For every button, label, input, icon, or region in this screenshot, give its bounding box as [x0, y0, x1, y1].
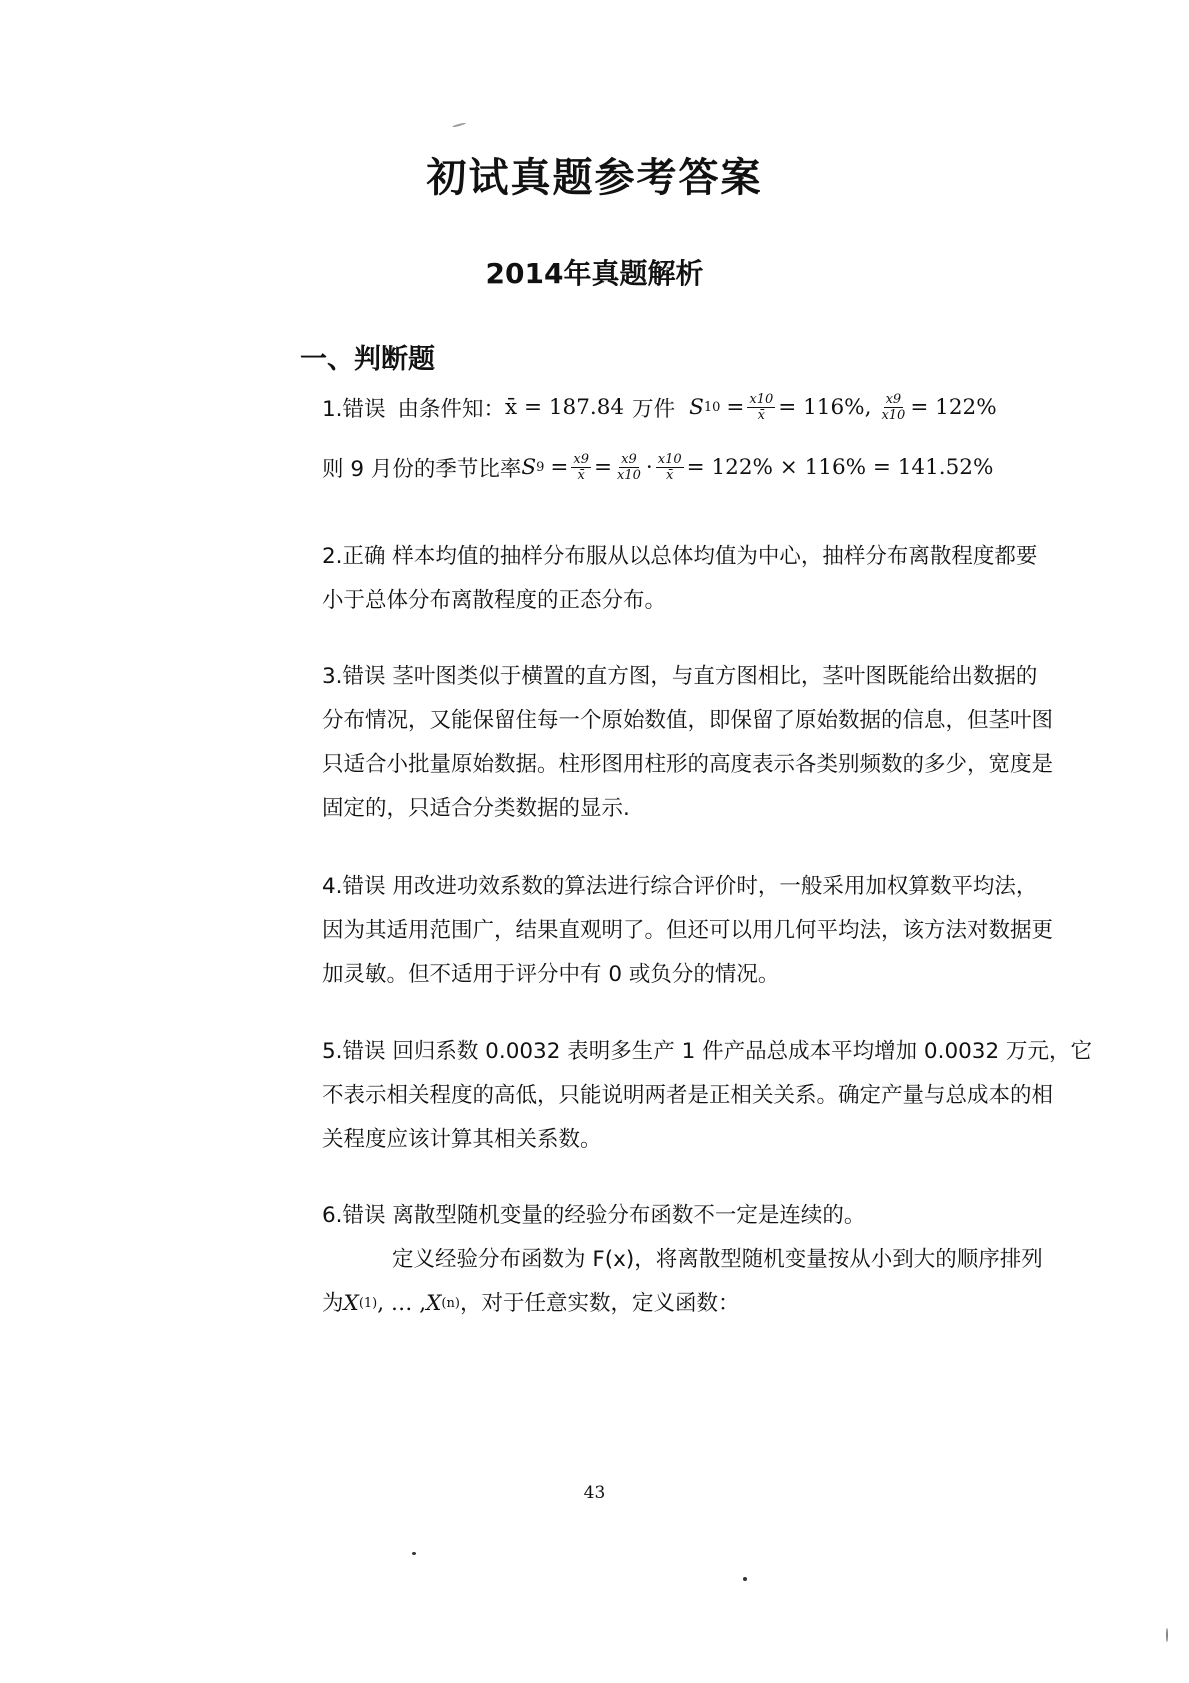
q1-frac3-num: x9	[573, 452, 589, 467]
q1-s9-sub: 9	[536, 460, 545, 475]
q3-line: 分布情况，又能保留住每一个原始数值，即保留了原始数据的信息，但茎叶图	[322, 708, 1054, 733]
q6-line3	[322, 1282, 1090, 1326]
q1-frac3-den: x̄	[577, 468, 585, 483]
page-number: 43	[583, 1483, 606, 1503]
q4-paragraph	[322, 865, 1090, 997]
q1-frac2	[879, 392, 907, 423]
q6-line3-suffix: ，对于任意实数，定义函数：	[459, 1291, 740, 1316]
q4-line: 因为其适用范围广，结果直观明了。但还可以用几何平均法，该方法对数据更	[322, 918, 1054, 943]
q1-eq3: =	[594, 455, 613, 480]
q1-frac3	[571, 452, 591, 483]
q1-s10: S	[689, 395, 704, 420]
q1-v1: = 116%	[778, 395, 865, 420]
q1-frac5	[656, 452, 684, 483]
q5-line: 5.错误 回归系数 0.0032 表明多生产 1 件产品总成本平均增加 0.0032 万元，它	[322, 1039, 1092, 1064]
q1-s9: S	[521, 455, 537, 480]
page-title: 初试真题参考答案	[426, 155, 763, 201]
scan-mark	[1166, 1628, 1168, 1642]
section-heading: 一、判断题	[300, 344, 435, 375]
q6-paragraph	[322, 1194, 1090, 1326]
q1-eq1: =	[726, 395, 745, 420]
q1-frac1-num: x10	[749, 392, 774, 407]
q1-frac5-num: x10	[657, 452, 682, 467]
q6-dots: , … ,	[377, 1291, 427, 1316]
q6-x1-sub: (1)	[358, 1296, 378, 1311]
q6-line2: 定义经验分布函数为 F(x)，将离散型随机变量按从小到大的顺序排列	[392, 1247, 1043, 1272]
q1-line1: 1.错误 由条件知： x̄ = 187.84 万件 S 10 = $\frac{x10}{x̄}$ = 116% , $\frac{x9}{x10}$ = 122%	[322, 392, 997, 423]
q6-xn: X	[426, 1291, 442, 1316]
q1-line2: 则 9 月份的季节比率 S 9 = $\frac{x9}{x̄}$ = $\frac{x9}{x10}$ · $\frac{x10}{x̄}$ = 122% × 116% = 141.52%	[322, 452, 994, 483]
q5-line: 关程度应该计算其相关系数。	[322, 1127, 602, 1152]
page-subtitle: 2014年真题解析	[485, 257, 704, 290]
q4-line: 4.错误 用改进功效系数的算法进行综合评价时，一般采用加权算数平均法，	[322, 874, 1038, 899]
q2-line: 2.正确 样本均值的抽样分布服从以总体均值为中心，抽样分布离散程度都要	[322, 544, 1038, 569]
q1-frac2-num: x9	[885, 392, 902, 407]
q1-frac4-num: x9	[621, 452, 637, 467]
scan-mark	[743, 1577, 747, 1581]
q2-line: 小于总体分布离散程度的正态分布。	[322, 588, 667, 613]
q6-line3-prefix: 为	[322, 1291, 344, 1316]
q3-paragraph	[322, 655, 1090, 831]
q6-x1: X	[343, 1291, 359, 1316]
q1-label: 1.错误	[322, 397, 386, 422]
q1-v2: = 122%	[910, 395, 997, 420]
q3-line: 只适合小批量原始数据。柱形图用柱形的高度表示各类别频数的多少，宽度是	[322, 752, 1054, 777]
q6-line1: 6.错误 离散型随机变量的经验分布函数不一定是连续的。	[322, 1203, 866, 1228]
q5-paragraph	[322, 1030, 1090, 1162]
q6-xn-sub: (n)	[441, 1296, 460, 1311]
scan-mark	[412, 1552, 416, 1555]
q5-line: 不表示相关程度的高低，只能说明两者是正相关关系。确定产量与总成本的相	[322, 1083, 1054, 1108]
q1-eq2: =	[550, 455, 569, 480]
q3-line: 3.错误 茎叶图类似于横置的直方图，与直方图相比，茎叶图既能给出数据的	[322, 664, 1038, 689]
q1-xbar: x̄ = 187.84	[505, 395, 625, 420]
q1-frac1-den: x̄	[757, 408, 765, 423]
q3-line: 固定的，只适合分类数据的显示.	[322, 796, 630, 821]
q4-line: 加灵敏。但不适用于评分中有 0 或负分的情况。	[322, 962, 780, 987]
q1-given: 由条件知：	[397, 397, 506, 422]
q1-frac2-den: x10	[881, 408, 906, 423]
scan-mark	[452, 122, 466, 128]
q2-paragraph	[322, 535, 1090, 623]
q1-frac4-den: x10	[617, 468, 641, 483]
q1-frac1	[747, 392, 775, 423]
q1-frac4	[615, 452, 643, 483]
q1-frac5-den: x̄	[666, 468, 674, 483]
q1-unit: 万件	[632, 397, 676, 422]
q1-line2-prefix: 则 9 月份的季节比率	[322, 457, 522, 482]
q1-s10-sub: 10	[703, 400, 721, 415]
q1-result: = 122% × 116% = 141.52%	[686, 455, 994, 480]
